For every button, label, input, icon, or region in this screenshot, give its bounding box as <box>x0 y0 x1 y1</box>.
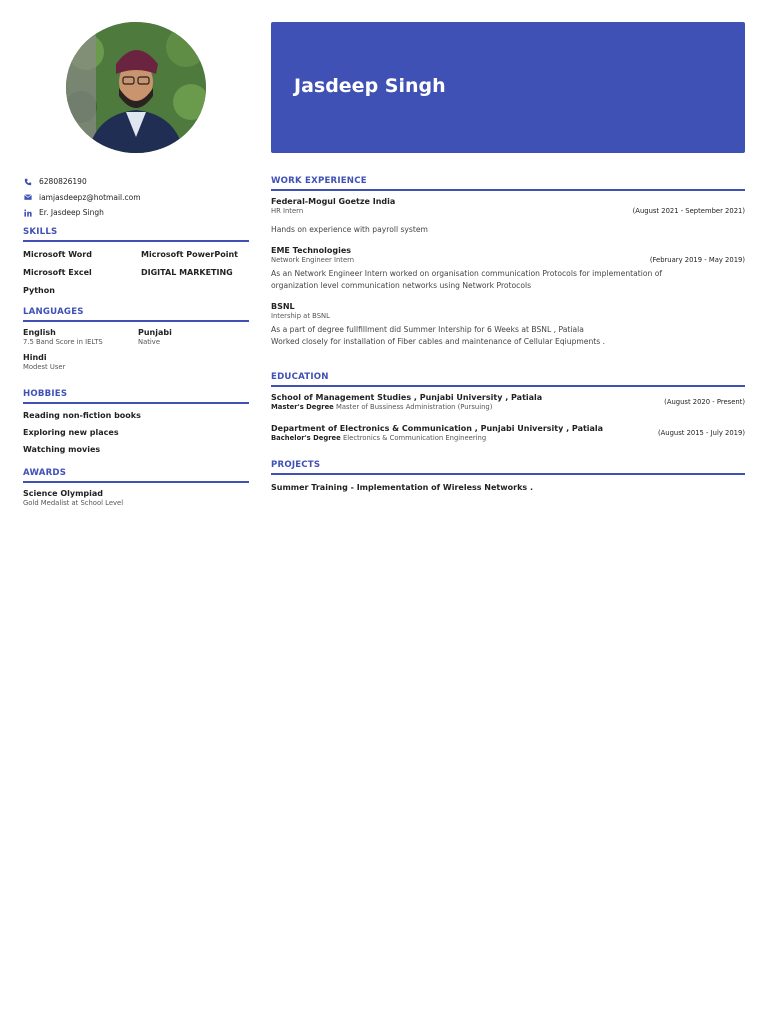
job-description: As a part of degree fullfillment did Summer Intership for 6 Weeks at BSNL , Patiala <box>271 325 584 334</box>
hobby-item: Watching movies <box>23 445 101 454</box>
hobbies-section <box>23 389 249 461</box>
education-school: Department of Electronics & Communication , Punjabi University , Patiala <box>271 424 604 433</box>
education-section <box>271 372 745 443</box>
language-item <box>23 328 138 347</box>
job-role: Network Engineer Intern <box>271 256 355 264</box>
degree-field: Electronics & Communication Engineering <box>342 434 487 442</box>
education-entry <box>271 393 745 412</box>
award-item <box>23 489 249 508</box>
skill-item: DIGITAL MARKETING <box>141 268 233 277</box>
language-name: English <box>23 328 56 337</box>
linkedin-name: Er. Jasdeep Singh <box>39 208 104 218</box>
email-icon <box>23 192 33 202</box>
contact-phone[interactable] <box>23 174 249 190</box>
profile-photo-illustration <box>66 22 206 153</box>
skill-item: Python <box>23 286 55 295</box>
degree-type: Master's Degree <box>271 403 334 411</box>
phone-icon <box>23 177 33 187</box>
contact-email[interactable] <box>23 190 249 206</box>
job-role: HR Intern <box>271 207 304 215</box>
job-description: As an Network Engineer Intern worked on organisation communication Protocols for implementation of <box>271 269 663 278</box>
skill-item: Microsoft PowerPoint <box>141 250 238 259</box>
phone-number: 6280826190 <box>39 177 87 187</box>
skills-title: SKILLS <box>23 227 249 242</box>
job-description: Hands on experience with payroll system <box>271 225 428 234</box>
language-level: Modest User <box>23 363 66 371</box>
email-address: iamjasdeepz@hotmail.com <box>39 192 141 202</box>
award-detail: Gold Medalist at School Level <box>23 499 124 507</box>
project-item: Summer Training - Implementation of Wireless Networks . <box>271 483 533 492</box>
languages-section <box>23 307 249 372</box>
language-name: Hindi <box>23 353 47 362</box>
language-level: Native <box>138 338 161 346</box>
job-company: Federal-Mogul Goetze India <box>271 197 396 206</box>
contact-info <box>23 174 249 221</box>
contact-linkedin[interactable] <box>23 205 249 221</box>
skill-item: Microsoft Excel <box>23 268 92 277</box>
job-date: (August 2021 - September 2021) <box>632 207 745 215</box>
projects-title: PROJECTS <box>271 460 745 475</box>
job-description: organization level communication networks using Network Protocols <box>271 281 532 290</box>
hobby-item: Exploring new places <box>23 428 119 437</box>
job-date: (February 2019 - May 2019) <box>649 256 745 264</box>
work-section <box>271 176 745 348</box>
awards-section <box>23 468 249 508</box>
job-company: EME Technologies <box>271 246 352 255</box>
job-entry <box>271 302 745 348</box>
education-entry <box>271 424 745 443</box>
education-date: (August 2020 - Present) <box>664 398 745 406</box>
education-title: EDUCATION <box>271 372 745 387</box>
projects-section <box>271 460 745 493</box>
job-company: BSNL <box>271 302 295 311</box>
job-entry <box>271 197 745 236</box>
language-name: Punjabi <box>138 328 172 337</box>
education-date: (August 2015 - July 2019) <box>657 429 745 437</box>
profile-photo <box>66 22 206 153</box>
hobbies-title: HOBBIES <box>23 389 249 404</box>
language-level: 7.5 Band Score in IELTS <box>23 338 103 346</box>
degree-field: Master of Bussiness Administration (Pursuing) <box>335 403 493 411</box>
hobby-item: Reading non-fiction books <box>23 411 141 420</box>
skill-item: Microsoft Word <box>23 250 92 259</box>
skills-section <box>23 227 249 298</box>
awards-title: AWARDS <box>23 468 249 483</box>
job-description: Worked closely for installation of Fiber cables and maintenance of Cellular Eqiupments . <box>271 337 606 346</box>
job-role: Intership at BSNL <box>271 312 330 320</box>
education-school: School of Management Studies , Punjabi University , Patiala <box>271 393 543 402</box>
job-entry <box>271 246 745 292</box>
language-item <box>138 328 249 347</box>
degree-type: Bachelor's Degree <box>271 434 341 442</box>
languages-title: LANGUAGES <box>23 307 249 322</box>
language-item <box>23 353 138 372</box>
award-name: Science Olympiad <box>23 489 104 498</box>
work-title: WORK EXPERIENCE <box>271 176 745 191</box>
candidate-name: Jasdeep Singh <box>294 75 446 97</box>
header-banner <box>271 22 745 153</box>
linkedin-icon <box>23 208 33 218</box>
